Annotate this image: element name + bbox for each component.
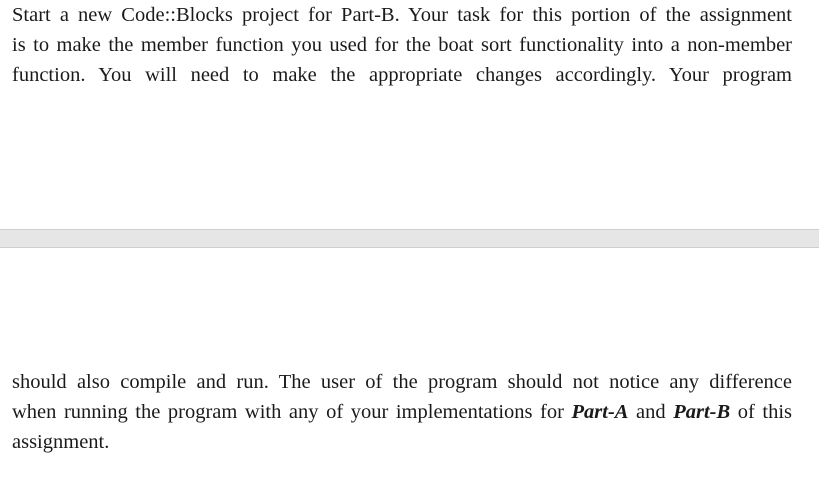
part-b-emphasis: Part-B [673, 401, 731, 423]
paragraph-line-6: assignment. [12, 431, 110, 453]
part-a-emphasis: Part-A [571, 401, 629, 423]
paragraph-line-1: Start a new Code::Blocks project for Part-B. Your task for this portion of the assignment [12, 4, 792, 26]
paragraph-line-3: function. You will need to make the appropriate changes accordingly. Your program [12, 64, 792, 86]
paragraph-line-2: is to make the member function you used for the boat sort functionality into a non-member [12, 34, 792, 56]
paragraph-line-4: should also compile and run. The user of the program should not notice any difference [12, 371, 792, 393]
line-5-text-and: and [628, 401, 674, 423]
document-page-bottom [0, 248, 819, 477]
line-5-text-pre: when running the program with any of your implementations for [12, 401, 572, 423]
line-5-text-post: of this [730, 401, 792, 423]
paragraph-line-5 [12, 397, 792, 427]
page-break-separator [0, 229, 819, 248]
document-page-top [0, 0, 819, 229]
